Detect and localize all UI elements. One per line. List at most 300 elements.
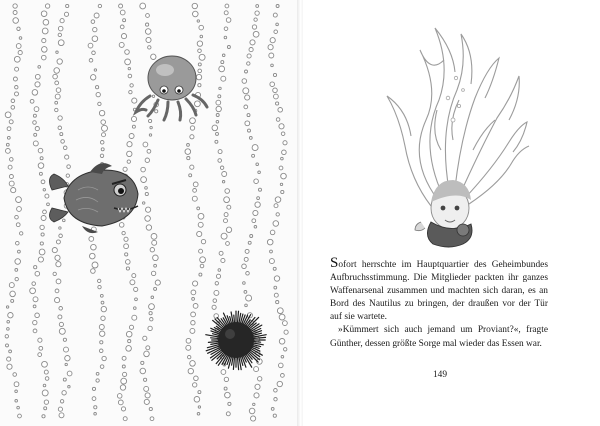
bubble (38, 148, 43, 153)
bubble-columns (5, 3, 288, 421)
bubble (120, 385, 125, 390)
bubble (145, 192, 148, 195)
bubble (248, 241, 251, 244)
girl-illustration (303, 0, 600, 250)
bubble (40, 157, 43, 160)
bubble (67, 371, 72, 376)
bubble (33, 114, 36, 117)
bubble (55, 108, 58, 111)
bubble (218, 159, 222, 163)
bubble (154, 287, 157, 290)
bubble (42, 361, 48, 367)
bubble (96, 92, 100, 96)
bubble (7, 364, 12, 369)
bubble (34, 133, 37, 136)
bubble (41, 180, 45, 184)
bubble (213, 299, 217, 303)
bubble (58, 40, 64, 46)
bubble (123, 167, 127, 171)
bubble (88, 43, 93, 48)
bubble (201, 239, 205, 243)
bubble (9, 181, 14, 186)
bubble (127, 160, 130, 163)
bubble (197, 231, 202, 236)
bubble (10, 158, 14, 162)
bubble (9, 350, 12, 353)
bubble (122, 365, 125, 368)
bubble (144, 386, 149, 391)
bubble (200, 264, 204, 268)
bubble (225, 189, 230, 194)
bubble (100, 365, 104, 369)
bubble (33, 141, 38, 146)
bubble (253, 403, 255, 405)
underwater-scene (0, 0, 298, 426)
bubble (65, 155, 69, 159)
bubble (102, 125, 108, 131)
bubble (43, 20, 49, 26)
bubble (279, 124, 284, 129)
bubble (152, 240, 157, 245)
paragraph-2: »Kümmert sich auch jemand um Proviant?«, fragte Günther, dessen größte Sorge mal wieder das Essen war. (330, 325, 548, 349)
bubble (152, 95, 154, 97)
bubble (193, 304, 198, 309)
bubble (17, 27, 20, 30)
piranha-illustration (49, 163, 138, 233)
bubble (216, 132, 219, 135)
bubble (59, 227, 61, 229)
bubble (218, 95, 221, 98)
bubble (269, 259, 274, 264)
bubble (130, 280, 135, 285)
bubble (6, 143, 9, 146)
bubble (190, 118, 196, 124)
bubble (276, 23, 279, 26)
bubble (30, 99, 34, 103)
bubble (42, 55, 47, 60)
bubble (39, 172, 42, 175)
bubble (56, 240, 60, 244)
bubble (89, 237, 94, 242)
bubble (117, 394, 122, 399)
bubble (146, 207, 151, 212)
bubble (270, 38, 275, 43)
bubble (281, 173, 287, 179)
bubble (151, 296, 154, 299)
bubble (200, 35, 203, 38)
bubble (198, 84, 201, 87)
bubble (154, 264, 157, 267)
bubble (224, 387, 227, 390)
paragraph-1-text: ofort herrschte im Hauptquartier des Geheimbundes Aufbruchsstimmung. Die Mitglieder packten ihr ganzes Waffenarsenal zusammen und machten sich daran, es an Bord des Nautilus zu bringen, der draußen vor der Tür auf sie wartete. (330, 260, 548, 323)
bubble (123, 417, 127, 421)
bubble (149, 119, 152, 122)
bubble (15, 67, 19, 71)
bubble (40, 225, 44, 229)
bubble (10, 291, 16, 297)
bubble (100, 331, 105, 336)
bubble (270, 82, 275, 87)
bubble (40, 242, 43, 245)
bubble (96, 379, 99, 382)
bubble (35, 271, 40, 276)
bubble (68, 386, 70, 388)
bubble (140, 368, 146, 374)
bubble (150, 248, 154, 252)
bubble (275, 197, 281, 203)
bubble (276, 301, 279, 304)
bubble (256, 5, 259, 8)
bubble (64, 12, 68, 16)
bubble (270, 250, 273, 253)
bubble (6, 149, 11, 154)
bubble (222, 54, 225, 57)
bubble (279, 314, 285, 320)
bubble (276, 102, 279, 105)
bubble (15, 241, 19, 245)
bubble (246, 295, 252, 301)
bubble (270, 230, 275, 235)
bubble (197, 20, 199, 22)
bubble (193, 189, 197, 193)
bubble (247, 114, 250, 117)
bubble (32, 90, 38, 96)
bubble (42, 390, 48, 396)
bubble (18, 250, 21, 253)
bubble (8, 165, 12, 169)
bubble (194, 397, 200, 403)
sea-urchin-illustration (206, 311, 266, 370)
bubble (67, 165, 71, 169)
bubble (59, 328, 65, 334)
bubble (15, 277, 18, 280)
bubble (192, 298, 195, 301)
bubble (146, 37, 151, 42)
bubble (148, 46, 151, 49)
bubble (92, 36, 98, 42)
bubble (155, 110, 158, 113)
bubble (126, 267, 129, 270)
bubble (55, 255, 60, 260)
bubble (146, 225, 151, 230)
bubble (55, 298, 60, 303)
bubble (274, 293, 278, 297)
bubble (277, 381, 282, 386)
bubble (33, 320, 37, 324)
bubble (14, 56, 20, 62)
bubble (145, 158, 149, 162)
bubble (91, 20, 95, 24)
bubble (60, 400, 63, 403)
bubble (220, 166, 223, 169)
bubble (269, 53, 274, 58)
bubble (43, 210, 47, 214)
bubble (218, 269, 221, 272)
bubble (59, 413, 64, 418)
bubble (255, 384, 260, 389)
bubble (8, 313, 13, 318)
bubble (130, 84, 133, 87)
bubble (281, 157, 284, 160)
bubble (191, 312, 196, 317)
bubble (18, 51, 22, 55)
bubble (15, 259, 21, 265)
bubble (198, 391, 201, 394)
bubble (141, 361, 144, 364)
bubble (96, 86, 99, 89)
bubble (91, 269, 96, 274)
bubble (129, 90, 132, 93)
bubble (255, 202, 260, 207)
bubble (59, 322, 63, 326)
bubble (242, 264, 247, 269)
bubble (33, 329, 37, 333)
bubble (252, 145, 258, 151)
bubble (216, 100, 221, 105)
bubble (122, 356, 126, 360)
bubble (224, 213, 228, 217)
bubble (124, 237, 128, 241)
bubble (244, 291, 247, 294)
bubble (56, 88, 61, 93)
bubble (212, 305, 216, 309)
bubble (143, 336, 147, 340)
bubble (32, 282, 36, 286)
bubble (11, 99, 15, 103)
bubble (131, 116, 136, 121)
bubble (18, 414, 22, 418)
bubble (222, 172, 227, 177)
bubble (16, 197, 22, 203)
bubble (45, 377, 49, 381)
bubble (256, 163, 259, 166)
bubble (9, 283, 14, 288)
bubble (128, 74, 132, 78)
bubble (33, 297, 38, 302)
bubble (100, 294, 103, 297)
bubble (190, 328, 195, 333)
bubble (122, 231, 125, 234)
bubble (123, 372, 127, 376)
bubble (66, 4, 69, 7)
bubble (259, 188, 262, 191)
bubble (249, 137, 252, 140)
bubble (254, 179, 259, 184)
bubble (224, 27, 228, 31)
bubble (153, 255, 159, 261)
bubble (101, 148, 104, 151)
bubble (243, 88, 249, 94)
bubble (119, 223, 124, 228)
bubble (58, 33, 61, 36)
bubble (47, 203, 50, 206)
bubble (55, 81, 59, 85)
bubble (94, 13, 99, 18)
bubble (15, 92, 19, 96)
bubble (227, 205, 231, 209)
bubble (7, 127, 11, 131)
bubble (187, 157, 190, 160)
bubble (62, 391, 66, 395)
bubble (132, 125, 135, 128)
bubble (41, 233, 44, 236)
bubble (186, 345, 191, 350)
bubble (282, 150, 287, 155)
bubble (63, 378, 66, 381)
bubble (11, 106, 15, 110)
bubble (91, 75, 96, 80)
bubble (17, 406, 20, 409)
bubble (273, 73, 276, 76)
bubble (222, 181, 224, 183)
bubble (63, 219, 66, 222)
bubble (276, 5, 279, 8)
bubble (90, 253, 96, 259)
bubble (251, 416, 256, 421)
bubble (56, 51, 58, 53)
bubble (13, 18, 19, 24)
bubble (58, 26, 63, 31)
bubble (134, 287, 138, 291)
bubble (245, 95, 250, 100)
bubble (55, 101, 58, 104)
bubble (145, 187, 148, 190)
bubble (274, 389, 278, 393)
bubble (273, 88, 278, 93)
bubble (191, 290, 196, 295)
bubble (199, 54, 205, 60)
bubble (274, 398, 277, 401)
bubble (219, 66, 225, 72)
bubble (15, 390, 18, 393)
bubble (253, 210, 258, 215)
bubble (11, 188, 16, 193)
bubble (125, 253, 128, 256)
bubble (277, 308, 283, 314)
bubble (53, 272, 56, 275)
bubble (58, 126, 62, 130)
bubble (271, 64, 274, 67)
bubble (13, 77, 17, 81)
bubble (35, 82, 40, 87)
bubble (38, 66, 41, 69)
bubble (273, 13, 277, 17)
bubble (33, 121, 37, 125)
bubble (13, 11, 17, 15)
bubble (284, 330, 288, 334)
bubble (226, 227, 231, 232)
bubble (98, 102, 101, 105)
bubble (186, 338, 191, 343)
bubble (134, 307, 137, 310)
bubble (250, 235, 253, 238)
bubble (197, 41, 202, 46)
bubble (53, 74, 58, 79)
left-page-illustration (0, 0, 298, 426)
bubble (279, 166, 283, 170)
bubble (191, 321, 195, 325)
bubble (252, 154, 255, 157)
bubble (192, 196, 197, 201)
bubble (11, 299, 14, 302)
bubble (150, 126, 152, 128)
bubble (92, 51, 96, 55)
story-text (330, 255, 548, 351)
bubble (38, 338, 42, 342)
bubble (283, 321, 288, 326)
bubble (128, 67, 130, 69)
bubble (35, 74, 40, 79)
bubble (227, 46, 230, 49)
bubble (198, 406, 200, 408)
bubble (41, 216, 46, 221)
bubble (44, 407, 47, 410)
bubble (274, 204, 278, 208)
bubble (102, 133, 106, 137)
bubble (17, 207, 22, 212)
bubble (254, 18, 257, 21)
bubble (15, 86, 18, 89)
bubble (59, 234, 63, 238)
bubble (58, 315, 62, 319)
bubble (274, 286, 277, 289)
bubble (119, 4, 123, 8)
bubble (98, 279, 101, 282)
bubble (148, 326, 152, 330)
bubble (248, 129, 251, 132)
bubble (276, 118, 280, 122)
flowing-hair (387, 28, 529, 206)
bubble (212, 125, 218, 131)
bubble (55, 94, 60, 99)
bubble (149, 312, 152, 315)
bubble (247, 54, 251, 58)
bubble (257, 197, 260, 200)
bubble (242, 79, 247, 84)
bubble (144, 378, 147, 381)
bubble (243, 282, 246, 285)
bubble (274, 94, 279, 99)
bubble (121, 34, 126, 39)
bubble (56, 279, 61, 284)
bubble (193, 383, 197, 387)
bubble (193, 182, 198, 187)
bubble (42, 47, 48, 53)
bubble (42, 39, 46, 43)
bubble (274, 30, 278, 34)
bubble (6, 306, 8, 308)
bubble (216, 274, 220, 278)
bubble (34, 266, 37, 269)
bubble (198, 63, 201, 66)
bubble (145, 393, 150, 398)
bubble (228, 402, 231, 405)
bubble (44, 400, 48, 404)
bubble (226, 242, 230, 246)
bubble (39, 346, 43, 350)
bubble (89, 59, 93, 63)
bubble (278, 108, 283, 113)
bubble (198, 49, 202, 53)
bubble (100, 141, 104, 145)
bubble (150, 417, 154, 421)
bubble (126, 346, 132, 352)
bubble (140, 3, 146, 9)
bubble (45, 4, 49, 8)
bubble (38, 257, 43, 262)
bubble (198, 222, 203, 227)
right-page (303, 0, 600, 426)
